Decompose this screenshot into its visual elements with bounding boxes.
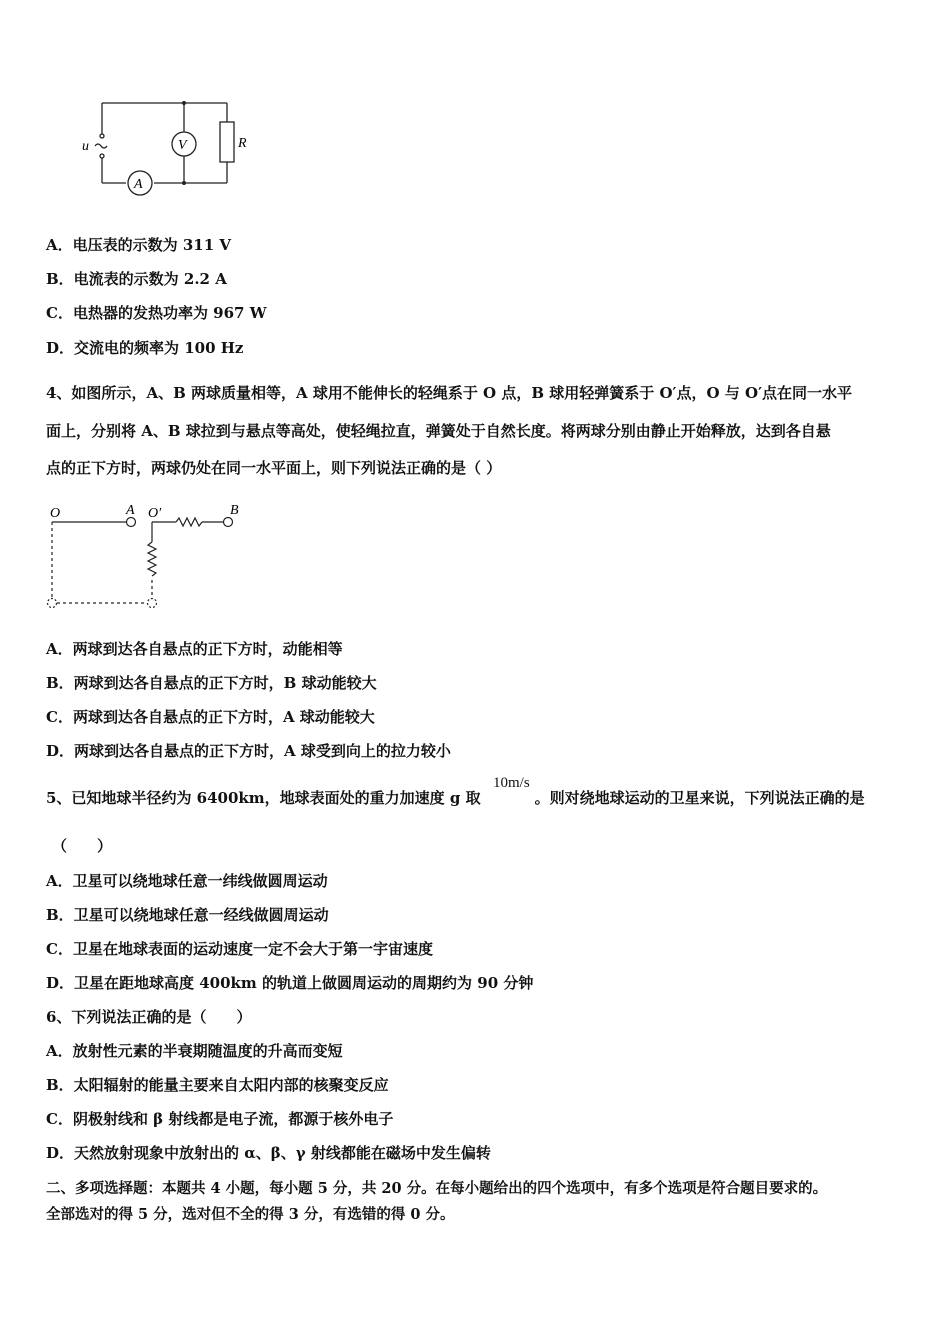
u-label: u xyxy=(82,139,89,154)
q5-stem xyxy=(46,788,865,808)
q4-stem-line2: 面上，分别将 A、B 球拉到与悬点等高处，使轻绳拉直，弹簧处于自然长度。将两球分别由静止开始释放，达到各自悬 xyxy=(46,422,831,440)
section2-line1: 二、多项选择题：本题共 4 小题，每小题 5 分，共 20 分。在每小题给出的四个选项中，有多个选项是符合题目要求的。 xyxy=(46,1180,828,1197)
q3-option-b: B．电流表的示数为 2.2 A xyxy=(46,270,227,288)
q5-option-a: A．卫星可以绕地球任意一纬线做圆周运动 xyxy=(46,872,328,890)
ammeter-label: A xyxy=(134,177,143,192)
q6-stem: 6、下列说法正确的是（ ） xyxy=(46,1008,252,1026)
o-prime-label: O′ xyxy=(148,506,162,521)
q4-stem-line3: 点的正下方时，两球仍处在同一水平面上，则下列说法正确的是（ ） xyxy=(46,459,502,477)
q6-option-d: D．天然放射现象中放射出的 α、β、γ 射线都能在磁场中发生偏转 xyxy=(46,1144,491,1162)
voltmeter-label: V xyxy=(178,138,187,153)
q3-option-a: A．电压表的示数为 311 V xyxy=(46,236,232,254)
q4-option-d: D．两球到达各自悬点的正下方时，A 球受到向上的拉力较小 xyxy=(46,742,451,760)
o-label: O xyxy=(50,506,61,521)
section2-line2: 全部选对的得 5 分，选对但不全的得 3 分，有选错的得 0 分。 xyxy=(46,1206,455,1223)
q4-stem-line1: 4、如图所示，A、B 两球质量相等，A 球用不能伸长的轻绳系于 O 点，B 球用轻弹簧系于 O′点，O 与 O′点在同一水平 xyxy=(46,384,853,402)
pendulum-spring-diagram xyxy=(40,498,260,616)
q5-option-b: B．卫星可以绕地球任意一经线做圆周运动 xyxy=(46,906,329,924)
g-value: 10m/s xyxy=(493,775,530,791)
q5-option-d: D．卫星在距地球高度 400km 的轨道上做圆周运动的周期约为 90 分钟 xyxy=(46,974,534,992)
q5-paren: （ ） xyxy=(52,837,113,855)
q6-option-a: A．放射性元素的半衰期随温度的升高而变短 xyxy=(46,1042,343,1060)
resistor-label: R xyxy=(238,136,247,151)
b-label: B xyxy=(230,503,239,518)
q6-option-c: C．阴极射线和 β 射线都是电子流，都源于核外电子 xyxy=(46,1110,394,1128)
circuit-diagram xyxy=(70,90,260,200)
q3-option-d: D．交流电的频率为 100 Hz xyxy=(46,339,244,357)
q4-option-b: B．两球到达各自悬点的正下方时，B 球动能较大 xyxy=(46,674,377,692)
q5-option-c: C．卫星在地球表面的运动速度一定不会大于第一宇宙速度 xyxy=(46,940,433,958)
q4-option-a: A．两球到达各自悬点的正下方时，动能相等 xyxy=(46,640,343,658)
q5-stem-after: 。则对绕地球运动的卫星来说，下列说法正确的是 xyxy=(534,789,865,807)
q3-option-c: C．电热器的发热功率为 967 W xyxy=(46,304,267,322)
q4-option-c: C．两球到达各自悬点的正下方时，A 球动能较大 xyxy=(46,708,375,726)
q6-option-b: B．太阳辐射的能量主要来自太阳内部的核聚变反应 xyxy=(46,1076,389,1094)
q5-stem-before: 5、已知地球半径约为 6400km，地球表面处的重力加速度 g 取 xyxy=(46,789,481,807)
a-label: A xyxy=(126,503,135,518)
